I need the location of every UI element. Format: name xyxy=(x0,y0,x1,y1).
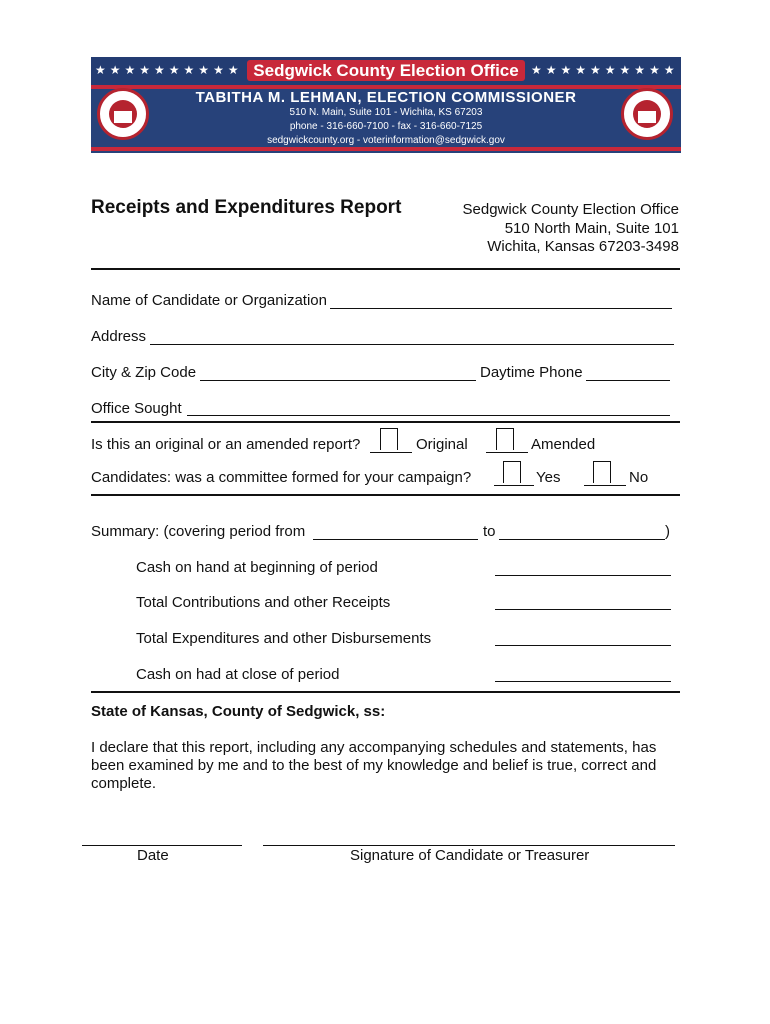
amended-blank xyxy=(486,452,528,453)
summary-row-expenditures: Total Expenditures and other Disbursements xyxy=(136,630,432,647)
office-name: Sedgwick County Election Office xyxy=(462,201,679,218)
stars-right-decoration: ★★★★★★★★★★ xyxy=(531,63,679,77)
candidate-name-field[interactable] xyxy=(330,308,672,309)
banner-red-stripe-bottom xyxy=(91,147,681,151)
signature-label: Signature of Candidate or Treasurer xyxy=(350,847,590,864)
banner-web: sedgwickcounty.org - voterinformation@sedgwick.gov xyxy=(267,135,505,146)
banner-commissioner: TABITHA M. LEHMAN, ELECTION COMMISSIONER xyxy=(195,89,577,106)
banner-title: Sedgwick County Election Office xyxy=(247,60,524,81)
office-city: Wichita, Kansas 67203-3498 xyxy=(487,238,679,255)
cash-begin-field[interactable] xyxy=(495,575,671,576)
original-label: Original xyxy=(416,436,468,453)
city-zip-field[interactable] xyxy=(200,380,476,381)
banner-phone: phone - 316-660-7100 - fax - 316-660-7125 xyxy=(289,121,483,132)
committee-divider xyxy=(91,494,680,496)
date-label: Date xyxy=(137,847,169,864)
summary-label: Summary: (covering period from xyxy=(91,523,306,540)
candidate-name-label: Name of Candidate or Organization xyxy=(91,292,327,309)
yes-checkbox[interactable] xyxy=(503,461,521,483)
period-from-field[interactable] xyxy=(313,539,478,540)
summary-row-cash-begin: Cash on hand at beginning of period xyxy=(136,559,378,576)
contributions-field[interactable] xyxy=(495,609,671,610)
yes-label: Yes xyxy=(536,469,561,486)
banner-address: 510 N. Main, Suite 101 - Wichita, KS 67203 xyxy=(289,107,483,118)
no-blank xyxy=(584,485,626,486)
fields-divider xyxy=(91,421,680,423)
ballot-box-seal-icon xyxy=(97,88,149,140)
summary-close-paren: ) xyxy=(665,523,670,540)
yes-blank xyxy=(494,485,534,486)
date-field[interactable] xyxy=(82,845,242,846)
ballot-box-seal-icon xyxy=(621,88,673,140)
summary-row-cash-close: Cash on had at close of period xyxy=(136,666,340,683)
expenditures-field[interactable] xyxy=(495,645,671,646)
period-to-field[interactable] xyxy=(499,539,665,540)
committee-question: Candidates: was a committee formed for your campaign? xyxy=(91,469,472,486)
cash-close-field[interactable] xyxy=(495,681,671,682)
office-sought-field[interactable] xyxy=(187,415,670,416)
declaration-line-3: complete. xyxy=(91,775,157,792)
stars-left-decoration: ★★★★★★★★★★ xyxy=(95,63,243,77)
declaration-line-1: I declare that this report, including any accompanying schedules and statements, has xyxy=(91,739,657,756)
amended-checkbox[interactable] xyxy=(496,428,514,450)
no-label: No xyxy=(629,469,649,486)
report-title: Receipts and Expenditures Report xyxy=(91,197,402,218)
office-sought-label: Office Sought xyxy=(91,400,182,417)
state-county-line: State of Kansas, County of Sedgwick, ss: xyxy=(91,703,386,720)
no-checkbox[interactable] xyxy=(593,461,611,483)
signature-field[interactable] xyxy=(263,845,675,846)
amended-label: Amended xyxy=(531,436,596,453)
city-zip-label: City & Zip Code xyxy=(91,364,197,381)
summary-divider xyxy=(91,691,680,693)
daytime-phone-label: Daytime Phone xyxy=(480,364,583,381)
summary-row-contributions: Total Contributions and other Receipts xyxy=(136,594,391,611)
summary-to-label: to xyxy=(483,523,496,540)
daytime-phone-field[interactable] xyxy=(586,380,670,381)
address-field[interactable] xyxy=(150,344,674,345)
header-divider xyxy=(91,268,680,270)
original-blank xyxy=(370,452,412,453)
report-type-question: Is this an original or an amended report? xyxy=(91,436,361,453)
address-label: Address xyxy=(91,328,147,345)
office-address: 510 North Main, Suite 101 xyxy=(504,220,679,237)
original-checkbox[interactable] xyxy=(380,428,398,450)
declaration-line-2: been examined by me and to the best of my knowledge and belief is true, correct and xyxy=(91,757,657,774)
header-banner xyxy=(91,57,681,153)
